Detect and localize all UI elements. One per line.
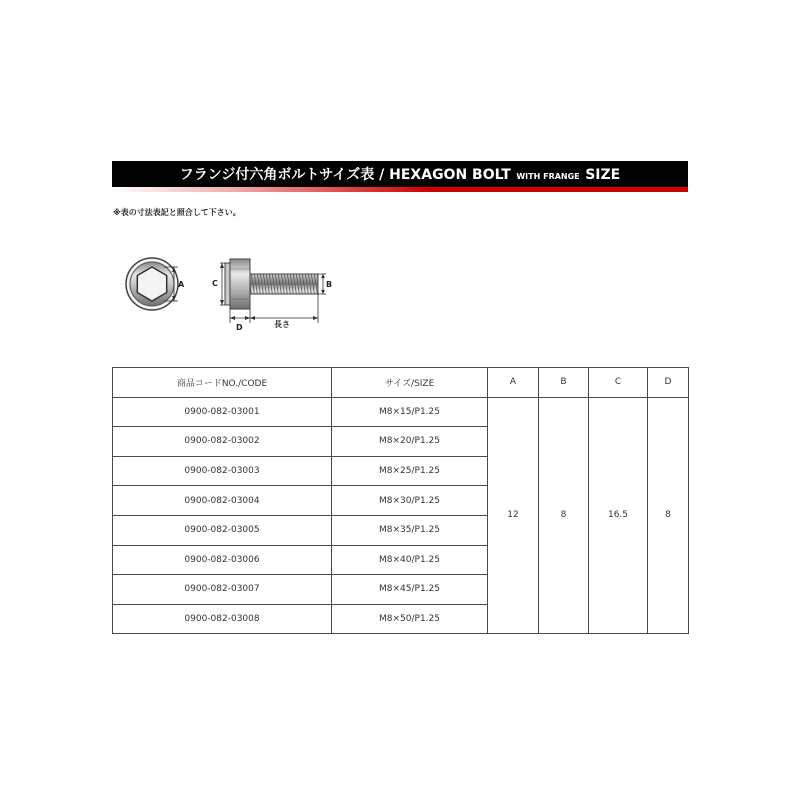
bolt-side-view: [212, 259, 332, 332]
product-code: 0900-082-03003: [113, 456, 332, 486]
title-japanese: フランジ付六角ボルトサイズ表: [179, 167, 375, 183]
bolt-dimension-diagram: [112, 245, 372, 345]
product-code: 0900-082-03002: [113, 427, 332, 457]
header-d: D: [648, 368, 689, 398]
header-a: A: [488, 368, 539, 398]
product-code: 0900-082-03004: [113, 486, 332, 516]
size-value: M8×45/P1.25: [332, 575, 488, 605]
title-separator: /: [374, 167, 390, 183]
product-code: 0900-082-03007: [113, 575, 332, 605]
title-accent-line: [112, 187, 688, 192]
value-d: 8: [648, 397, 689, 634]
table-row: [113, 397, 689, 427]
size-value: M8×30/P1.25: [332, 486, 488, 516]
product-code: 0900-082-03006: [113, 545, 332, 575]
product-code: 0900-082-03001: [113, 397, 332, 427]
title-english: HEXAGON BOLT: [389, 167, 511, 183]
header-b: B: [539, 368, 589, 398]
size-value: M8×25/P1.25: [332, 456, 488, 486]
size-value: M8×20/P1.25: [332, 427, 488, 457]
dimension-note: ※表の寸法表記と照合して下さい。: [113, 208, 241, 217]
page-title-bar: [112, 161, 688, 187]
dim-label-length: 長さ: [274, 320, 290, 329]
table-header-row: [113, 368, 689, 398]
dim-label-b: B: [326, 280, 333, 289]
value-b: 8: [539, 397, 589, 634]
bolt-size-table: [112, 367, 689, 634]
dim-label-d: D: [236, 323, 243, 332]
header-code: 商品コードNO./CODE: [113, 368, 332, 398]
header-c: C: [589, 368, 648, 398]
value-a: 12: [488, 397, 539, 634]
size-value: M8×35/P1.25: [332, 515, 488, 545]
header-size: サイズ/SIZE: [332, 368, 488, 398]
product-code: 0900-082-03005: [113, 515, 332, 545]
bolt-front-view: [126, 258, 185, 310]
size-value: M8×50/P1.25: [332, 604, 488, 634]
product-code: 0900-082-03008: [113, 604, 332, 634]
dim-label-c: C: [212, 279, 218, 288]
dim-label-a: A: [178, 280, 185, 289]
title-size-word: SIZE: [585, 167, 621, 183]
value-c: 16.5: [589, 397, 648, 634]
title-small-text: WITH FRANGE: [516, 172, 580, 181]
size-value: M8×15/P1.25: [332, 397, 488, 427]
size-value: M8×40/P1.25: [332, 545, 488, 575]
